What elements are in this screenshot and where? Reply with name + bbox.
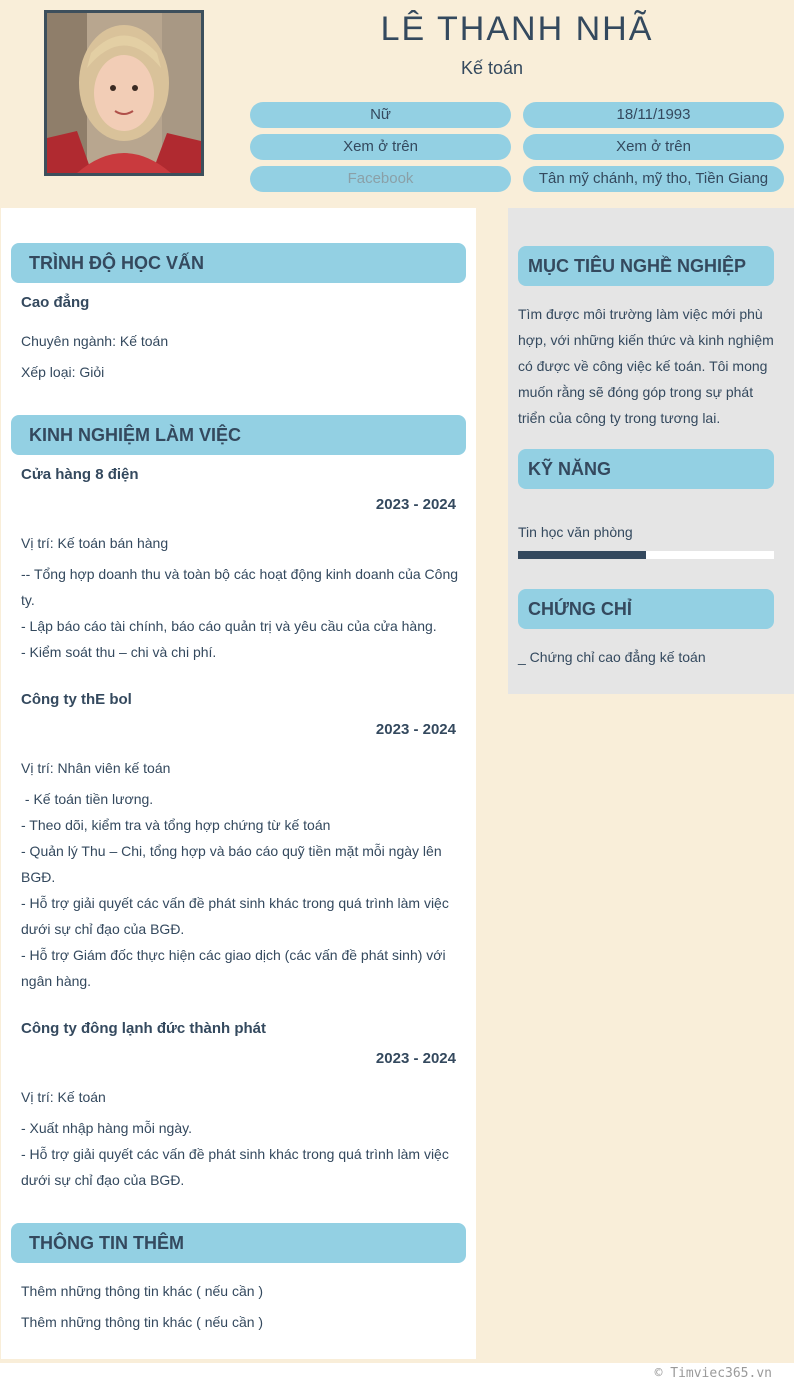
job-detail-line: - Xuất nhập hàng mỗi ngày. <box>21 1120 192 1136</box>
job-detail-line: - Lập báo cáo tài chính, báo cáo quản trị và yêu cầu của cửa hàng. <box>21 618 437 634</box>
birthdate-field: 18/11/1993 <box>523 102 784 128</box>
additional-info-line: Thêm những thông tin khác ( nếu cần ) <box>21 1283 264 1299</box>
profile-photo <box>44 10 204 176</box>
education-heading: TRÌNH ĐỘ HỌC VẤN <box>11 243 466 283</box>
skill-level-bar <box>518 551 774 559</box>
education-grade: Xếp loại: Giỏi <box>21 364 105 380</box>
skill-level-fill <box>518 551 646 559</box>
job-years: 2023 - 2024 <box>375 496 456 513</box>
job-title: Kế toán <box>460 58 524 78</box>
job-details <box>21 561 461 665</box>
footer-watermark: © Timviec365.vn <box>654 1366 772 1381</box>
education-school: Cao đẳng <box>21 294 90 311</box>
job-position: Vị trí: Nhân viên kế toán <box>21 760 171 776</box>
job-detail-line: -- Tổng hợp doanh thu và toàn bộ các hoạt động kinh doanh của Công ty. <box>21 566 459 608</box>
certificate-item: _ Chứng chỉ cao đẳng kế toán <box>518 649 706 665</box>
left-column <box>1 208 476 1359</box>
facebook-link[interactable]: Facebook <box>250 166 511 192</box>
job-years: 2023 - 2024 <box>375 721 456 738</box>
job-company: Công ty đông lạnh đức thành phát <box>21 1020 267 1037</box>
gender-field: Nữ <box>250 102 511 128</box>
objective-heading: MỤC TIÊU NGHỀ NGHIỆP <box>518 246 774 286</box>
job-detail-line: - Hỗ trợ giải quyết các vấn đề phát sinh khác trong quá trình làm việc dưới sự chỉ đạo của BGĐ. <box>21 1146 449 1188</box>
education-major: Chuyên ngành: Kế toán <box>21 333 169 349</box>
job-company: Công ty thE bol <box>21 691 132 708</box>
additional-info-heading: THÔNG TIN THÊM <box>11 1223 466 1263</box>
objective-text: Tìm được môi trường làm việc mới phù hợp, với những kiến thức và kinh nghiệm có được về công việc kế toán. Tôi mong muốn rằng sẽ đóng góp trong sự phát triển của công ty trong tương lai. <box>518 306 774 426</box>
phone-field: Xem ở trên <box>250 134 511 160</box>
job-details <box>21 786 461 994</box>
right-column <box>508 208 794 694</box>
skills-heading: KỸ NĂNG <box>518 449 774 489</box>
job-detail-line: - Kiểm soát thu – chi và chi phí. <box>21 644 217 660</box>
skill-name: Tin học văn phòng <box>518 524 633 540</box>
address-field: Tân mỹ chánh, mỹ tho, Tiền Giang <box>523 166 784 192</box>
candidate-name: LÊ THANH NHÃ <box>380 10 654 48</box>
job-position: Vị trí: Kế toán bán hàng <box>21 535 169 551</box>
job-company: Cửa hàng 8 điện <box>21 466 139 483</box>
job-detail-line: - Hỗ trợ giải quyết các vấn đề phát sinh khác trong quá trình làm việc dưới sự chỉ đạo của BGĐ. <box>21 895 449 937</box>
job-detail-line: - Theo dõi, kiểm tra và tổng hợp chứng từ kế toán <box>21 817 331 833</box>
job-details <box>21 1115 461 1193</box>
job-detail-line: - Quản lý Thu – Chi, tổng hợp và báo cáo quỹ tiền mặt mỗi ngày lên BGĐ. <box>21 843 442 885</box>
job-detail-line: - Hỗ trợ Giám đốc thực hiện các giao dịch (các vấn đề phát sinh) với ngân hàng. <box>21 947 446 989</box>
additional-info-line: Thêm những thông tin khác ( nếu cần ) <box>21 1314 264 1330</box>
job-detail-line: - Kế toán tiền lương. <box>21 791 154 807</box>
email-field: Xem ở trên <box>523 134 784 160</box>
experience-heading: KINH NGHIỆM LÀM VIỆC <box>11 415 466 455</box>
job-years: 2023 - 2024 <box>375 1050 456 1067</box>
certificates-heading: CHỨNG CHỈ <box>518 589 774 629</box>
job-position: Vị trí: Kế toán <box>21 1089 106 1105</box>
